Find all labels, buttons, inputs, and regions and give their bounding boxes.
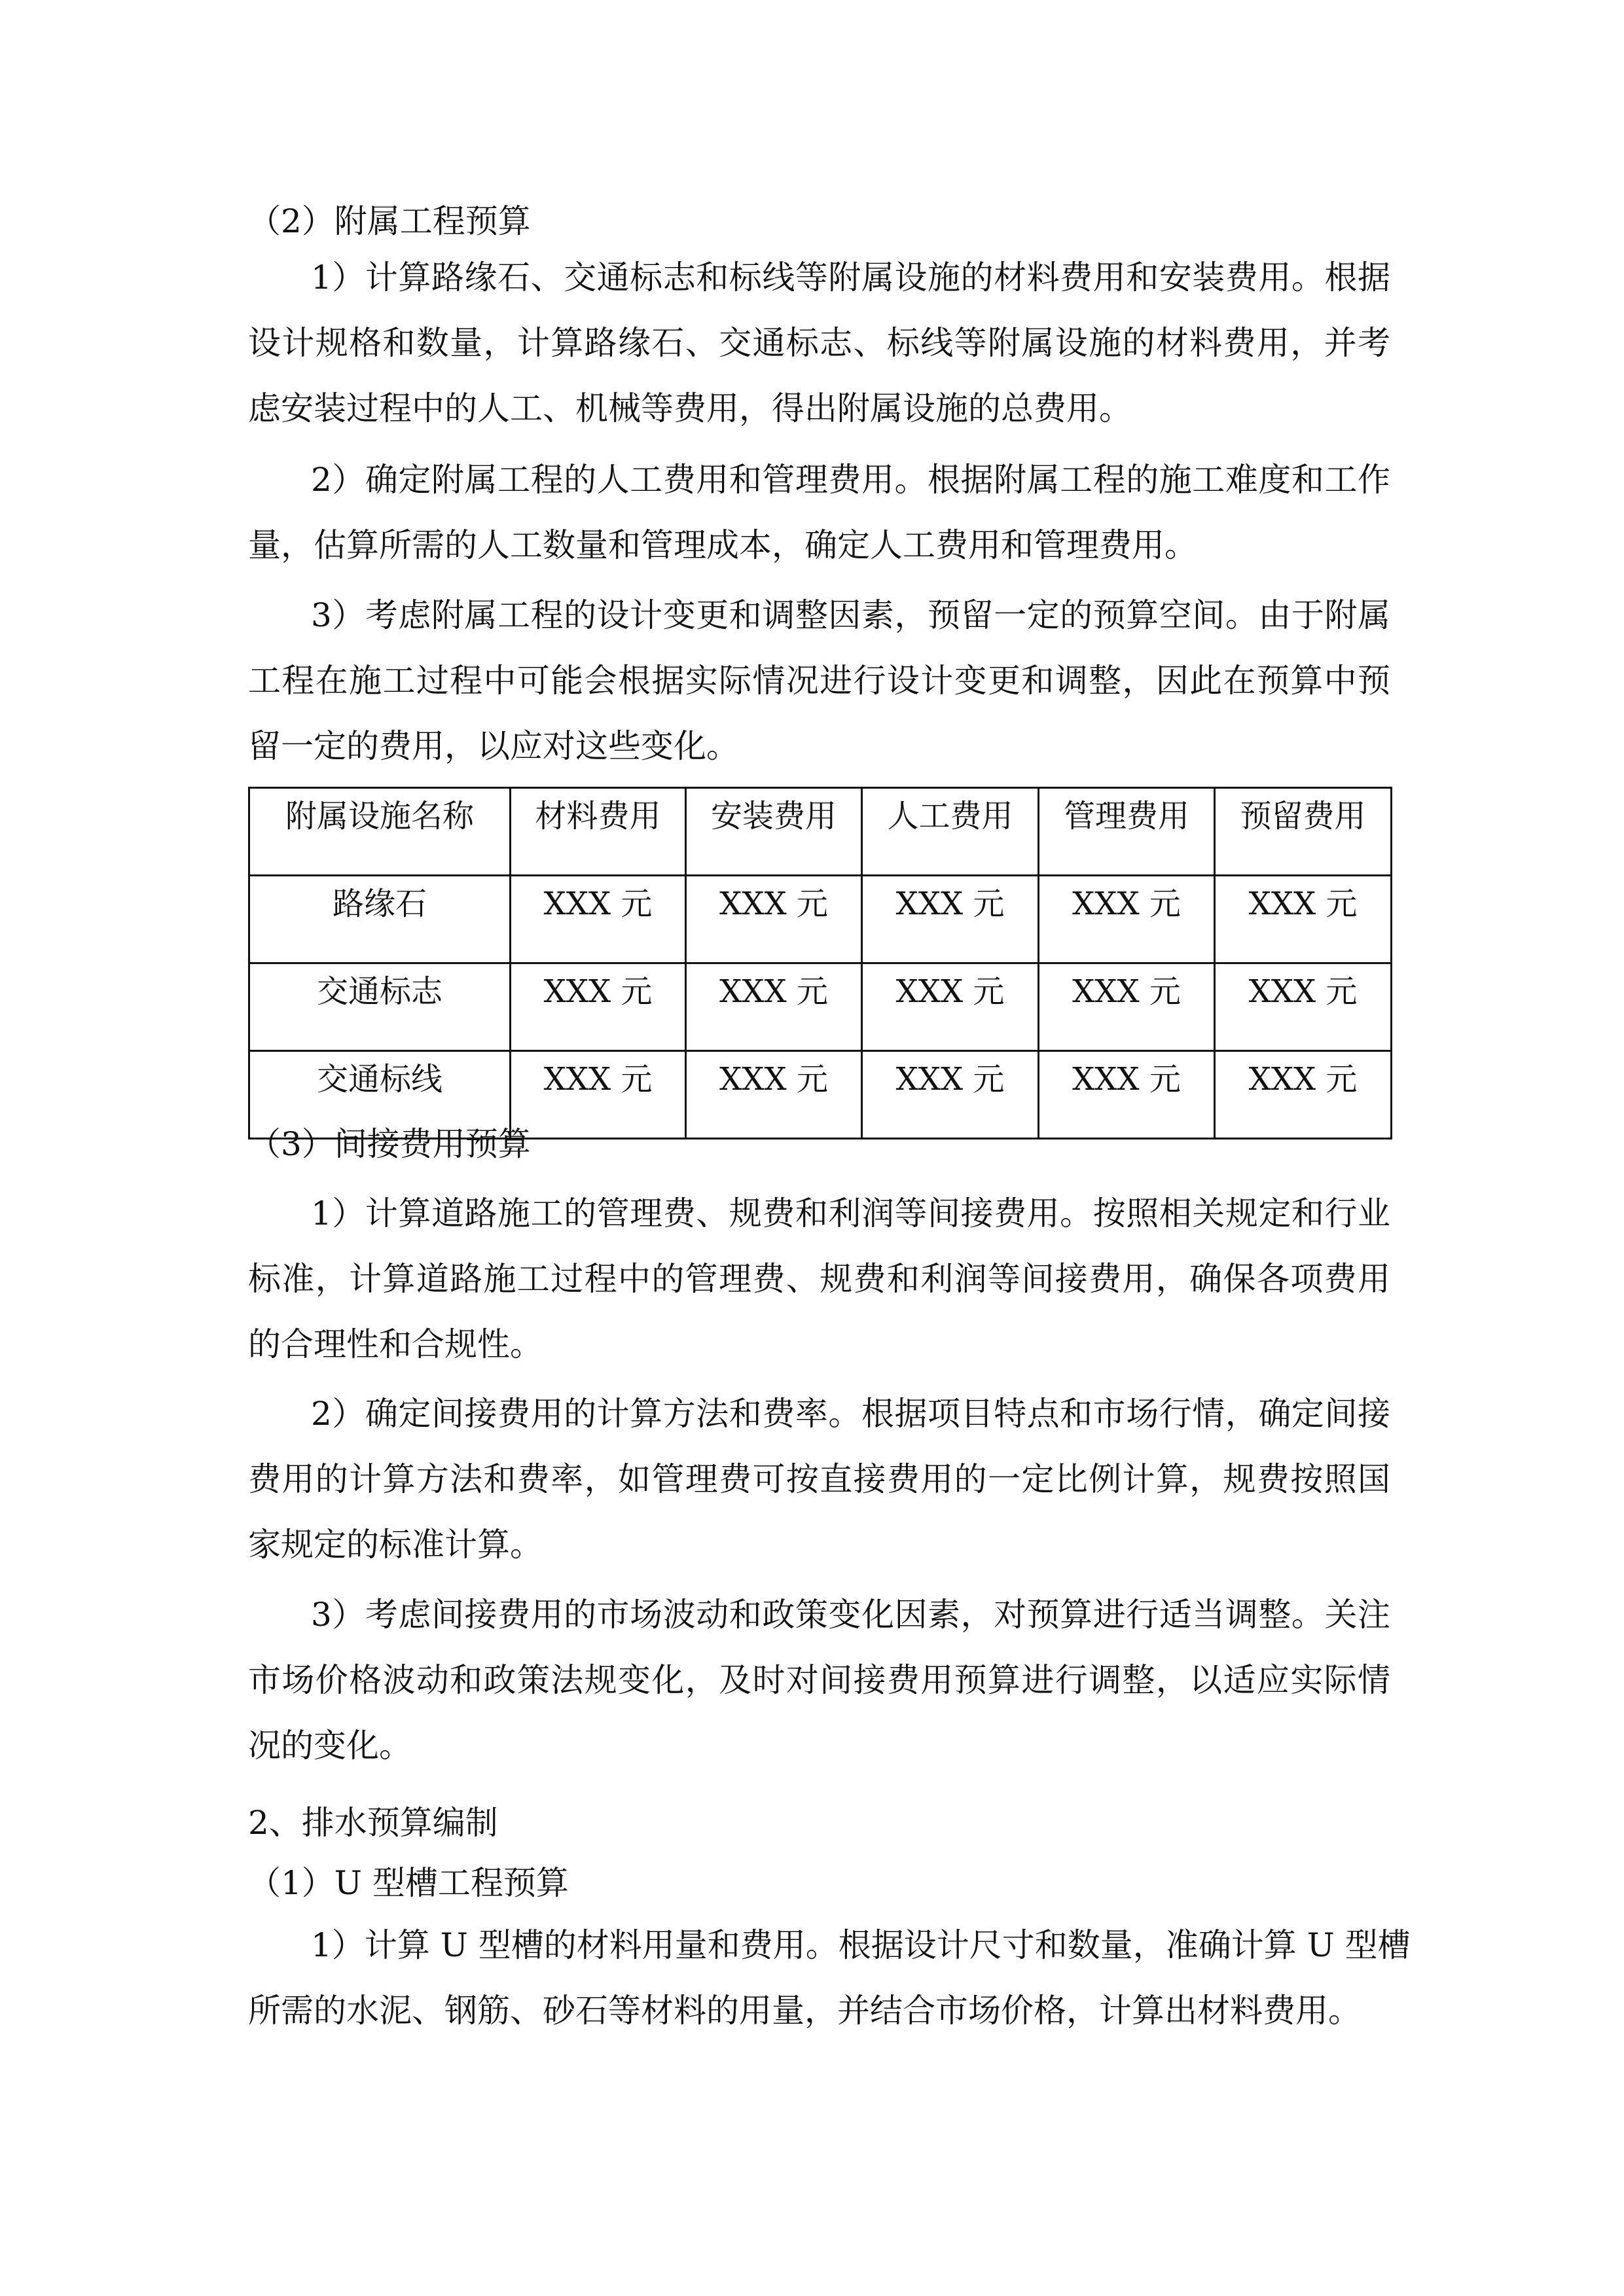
table-cell: 交通标线 [249,1051,511,1139]
paragraph-line: 2）确定附属工程的人工费用和管理费用。根据附属工程的施工难度和工作 [311,461,1390,499]
paragraph-line: 留一定的费用，以应对这些变化。 [248,727,739,765]
header-cell: 材料费用 [511,788,686,876]
table-row [249,876,1392,963]
table-cell: XXX 元 [511,1051,686,1139]
heading-text: （3）间接费用预算 [248,1125,531,1163]
paragraph-line: 2）确定间接费用的计算方法和费率。根据项目特点和市场行情，确定间接 [311,1395,1390,1433]
table-cell: XXX 元 [686,1051,862,1139]
paragraph [248,583,1390,779]
table-row [249,1051,1392,1139]
table-cell: 路缘石 [249,876,511,963]
header-cell: 附属设施名称 [249,788,511,876]
section-heading [248,188,1390,254]
table-cell: XXX 元 [511,963,686,1051]
table-cell: XXX 元 [1215,1051,1392,1139]
header-cell: 人工费用 [862,788,1039,876]
paragraph-line: 标准，计算道路施工过程中的管理费、规费和利润等间接费用，确保各项费用 [248,1260,1390,1298]
paragraph [248,245,1390,441]
paragraph [248,1912,1411,2043]
paragraph [248,1181,1390,1377]
table-cell: XXX 元 [1215,876,1392,963]
paragraph-line: 1）计算 U 型槽的材料用量和费用。根据设计尺寸和数量，准确计算 U 型槽 [311,1926,1411,1964]
table-cell: XXX 元 [1039,876,1215,963]
paragraph [248,1381,1390,1577]
paragraph-line: 所需的水泥、钢筋、砂石等材料的用量，并结合市场价格，计算出材料费用。 [248,1992,1361,2030]
heading-text: 2、排水预算编制 [248,1804,498,1842]
table-cell: XXX 元 [862,963,1039,1051]
table-header-row [249,788,1392,876]
paragraph-line: 费用的计算方法和费率，如管理费可按直接费用的一定比例计算，规费按照国 [248,1460,1390,1498]
paragraph-line: 1）计算路缘石、交通标志和标线等附属设施的材料费用和安装费用。根据 [311,259,1390,296]
paragraph-line: 市场价格波动和政策法规变化，及时对间接费用预算进行调整，以适应实际情 [248,1661,1390,1699]
header-cell: 安装费用 [686,788,862,876]
table-row [249,963,1392,1051]
paragraph-line: 工程在施工过程中可能会根据实际情况进行设计变更和调整，因此在预算中预 [248,662,1390,700]
table-cell: XXX 元 [511,876,686,963]
table-cell: XXX 元 [686,963,862,1051]
section-heading [248,1850,1390,1916]
heading-text: （2）附属工程预算 [248,202,531,240]
paragraph-line: 3）考虑间接费用的市场波动和政策变化因素，对预算进行适当调整。关注 [311,1596,1390,1634]
table-cell: XXX 元 [686,876,862,963]
paragraph-line: 量，估算所需的人工数量和管理成本，确定人工费用和管理费用。 [248,526,1197,564]
paragraph-line: 家规定的标准计算。 [248,1526,543,1564]
paragraph-line: 3）考虑附属工程的设计变更和调整因素，预留一定的预算空间。由于附属 [311,596,1390,634]
table-cell: XXX 元 [1039,1051,1215,1139]
header-cell: 管理费用 [1039,788,1215,876]
table-cell: XXX 元 [1039,963,1215,1051]
facility-cost-table [248,787,1392,1139]
table-cell: 交通标志 [249,963,511,1051]
paragraph [248,447,1390,578]
table-cell: XXX 元 [862,876,1039,963]
paragraph-line: 况的变化。 [248,1727,412,1765]
heading-text: （1）U 型槽工程预算 [248,1864,569,1902]
paragraph-line: 设计规格和数量，计算路缘石、交通标志、标线等附属设施的材料费用，并考 [248,324,1390,362]
table-cell: XXX 元 [862,1051,1039,1139]
table-cell: XXX 元 [1215,963,1392,1051]
paragraph-line: 虑安装过程中的人工、机械等费用，得出附属设施的总费用。 [248,389,1132,427]
section-heading [248,1790,1390,1856]
paragraph-line: 的合理性和合规性。 [248,1325,543,1363]
paragraph-line: 1）计算道路施工的管理费、规费和利润等间接费用。按照相关规定和行业 [311,1194,1390,1232]
paragraph [248,1582,1390,1778]
header-cell: 预留费用 [1215,788,1392,876]
